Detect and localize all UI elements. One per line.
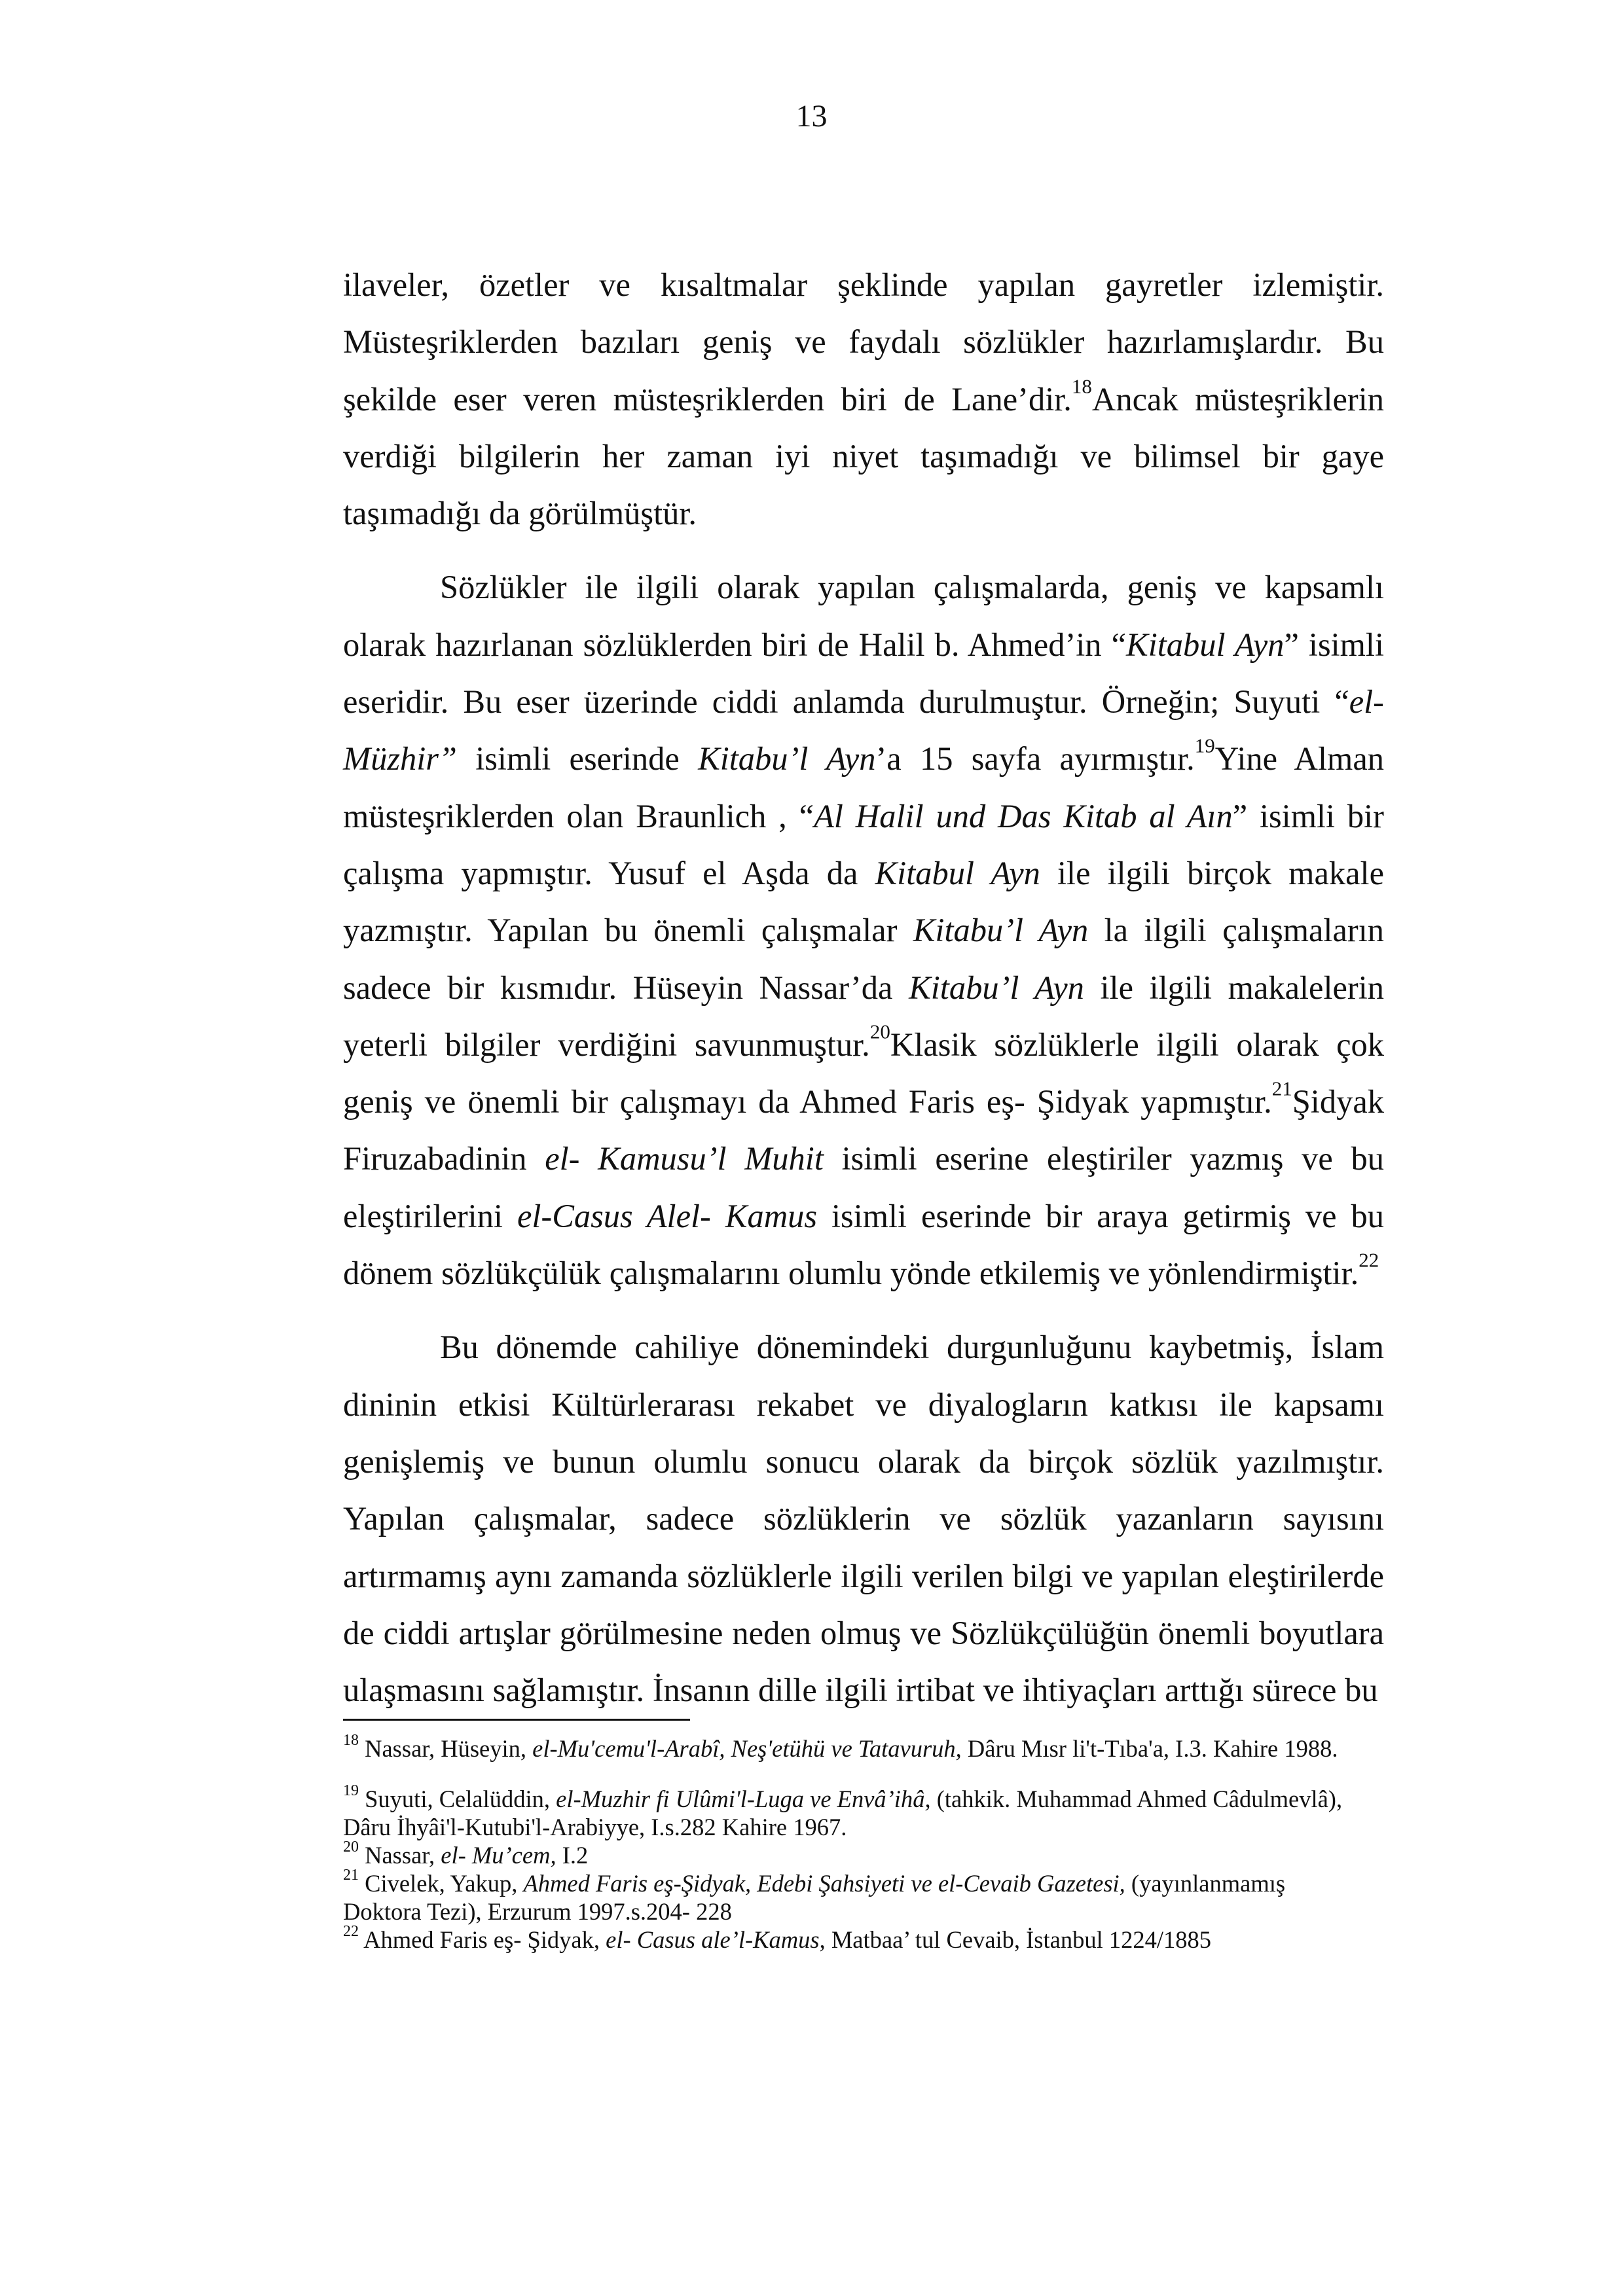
italic-title: Kitabu’l Ayn: [909, 969, 1084, 1006]
text-run: Sözlükler ile ilgili olarak yapılan çalışmalarda, geniş ve kapsamlı olarak hazırlanan sözlüklerden biri de Halil b. Ahmed’in “: [343, 569, 1384, 663]
footnote-ref: 19: [1194, 734, 1215, 758]
text-run: Civelek, Yakup,: [359, 1870, 524, 1897]
text-run: Ancak müsteşriklerin verdiği bilgilerin her zaman iyi niyet taşımadığı ve bilimsel bir gaye taşımadığı da görülmüştür.: [343, 380, 1385, 532]
text-run: Klasik sözlüklerle ilgili olarak çok geniş ve önemli bir çalışmayı da Ahmed Faris eş- Şidyak yapmıştır.: [343, 1026, 1384, 1121]
text-run: , Matbaa’ tul Cevaib, İstanbul 1224/1885: [819, 1926, 1212, 1953]
text-run: isimli eserinde bir araya getirmiş ve bu dönem sözlükçülük çalışmalarını olumlu yönde etkilemiş ve yönlendirmiştir.: [343, 1197, 1384, 1292]
footnote-ref: 18: [343, 1732, 359, 1749]
page-number: 13: [795, 99, 828, 134]
footnote-ref: 20: [869, 1020, 890, 1043]
text-run: isimli eserinde: [457, 740, 699, 778]
text-run: Ahmed Faris eş- Şidyak,: [359, 1926, 606, 1953]
footnote-ref: 19: [343, 1782, 359, 1799]
italic-title: Kitabu’l Ayn: [698, 740, 876, 778]
footnote: [343, 1734, 1364, 1763]
italic-title: el- Casus ale’l-Kamus: [606, 1926, 820, 1953]
text-run: ’a 15 sayfa ayırmıştır.: [875, 740, 1195, 778]
text-run: Bu dönemde cahiliye dönemindeki durgunluğunu kaybetmiş, İslam dininin etkisi Kültürlerarası rekabet ve diyalogların katkısı ile kapsamı genişlemiş ve bunun olumlu sonucu olarak da birçok sözlük yazılmıştır. Yapılan çalışmalar, sadece sözlüklerin ve sözlük yazanların sayısını artırmamış aynı zamanda sözlüklerle ilgili verilen bilgi ve yapılan eleştirilerde de ciddi artışlar görülmesine neden olmuş ve Sözlükçülüğün önemli boyutlara ulaşmasını sağlamıştır. İnsanın dille ilgili irtibat ve ihtiyaçları arttığı sürece bu: [343, 1329, 1384, 1709]
footnote-ref: 18: [1071, 374, 1092, 398]
text-run: Yine Alman müsteşriklerden olan Braunlich , “: [343, 740, 1384, 834]
body-text: [343, 257, 1384, 1719]
text-run: Suyuti, Celalüddin,: [359, 1785, 556, 1812]
footnote: [343, 1923, 1364, 1954]
paragraph: [343, 559, 1384, 1302]
italic-title: el-Muzhir fi Ulûmi'l-Luga ve Envâ’ihâ,: [556, 1785, 931, 1812]
text-run: Nassar,: [359, 1842, 441, 1869]
footnote: [343, 1841, 1364, 1869]
footnote-ref: 21: [343, 1867, 359, 1884]
footnote-ref: 20: [343, 1839, 359, 1856]
footnote-ref: 21: [1271, 1077, 1292, 1100]
italic-title: Ahmed Faris eş-Şidyak, Edebi Şahsiyeti ve el-Cevaib Gazetesi,: [523, 1870, 1125, 1897]
footnote-ref: 22: [343, 1923, 359, 1940]
text-run: Şidyak Firuzabadinin: [343, 1083, 1384, 1177]
italic-title: el-Casus Alel- Kamus: [517, 1197, 818, 1234]
footnotes: [343, 1734, 1364, 1954]
footnote-ref: 22: [1359, 1248, 1379, 1272]
text-run: ” isimli eseridir. Bu eser üzerinde ciddi anlamda durulmuştur. Örneğin; Suyuti “: [343, 626, 1384, 721]
text-run: (tahkik. Muhammad Ahmed Câdulmevlâ), Dâru İhyâi'l-Kutubi'l-Arabiyye, I.s.282 Kahire 1967.: [343, 1785, 1343, 1840]
footnote-separator: [343, 1719, 690, 1721]
italic-title: el- Mu’cem,: [441, 1842, 556, 1869]
text-run: Nassar, Hüseyin,: [359, 1735, 533, 1762]
italic-title: Kitabul Ayn: [1126, 626, 1285, 663]
footnote: [343, 1869, 1364, 1926]
text-run: Dâru Mısr li't-Tıba'a, I.3. Kahire 1988.: [961, 1735, 1338, 1762]
italic-title: el-Müzhir”: [343, 683, 1384, 778]
italic-title: Al Halil und Das Kitab al Aın: [814, 797, 1233, 834]
text-run: isimli eserine eleştiriler yazmış ve bu eleştirilerini: [343, 1140, 1384, 1234]
text-run: ile ilgili birçok makale yazmıştır. Yapılan bu önemli çalışmalar: [343, 854, 1384, 949]
italic-title: el- Kamusu’l Muhit: [545, 1140, 824, 1177]
footnote: [343, 1782, 1364, 1841]
text-run: la ilgili çalışmaların sadece bir kısmıdır. Hüseyin Nassar’da: [343, 912, 1384, 1006]
paragraph: [343, 1319, 1384, 1719]
italic-title: el-Mu'cemu'l-Arabî, Neş'etühü ve Tatavuruh,: [532, 1735, 962, 1762]
paragraph: [343, 257, 1384, 542]
text-run: I.2: [556, 1842, 589, 1869]
text-run: ile ilgili makalelerin yeterli bilgiler verdiğini savunmuştur.: [343, 969, 1385, 1063]
text-run: ilaveler, özetler ve kısaltmalar şeklinde yapılan gayretler izlemiştir. Müsteşriklerden bazıları geniş ve faydalı sözlükler hazırlamışlardır. Bu şekilde eser veren müsteşriklerden biri de Lane’dir.: [343, 266, 1384, 418]
italic-title: Kitabul Ayn: [875, 854, 1040, 891]
text-run: ” isimli bir çalışma yapmıştır. Yusuf el Aşda da: [343, 797, 1384, 891]
text-run: (yayınlanmamış Doktora Tezi), Erzurum 1997.s.204- 228: [343, 1870, 1286, 1925]
italic-title: Kitabu’l Ayn: [913, 912, 1089, 949]
